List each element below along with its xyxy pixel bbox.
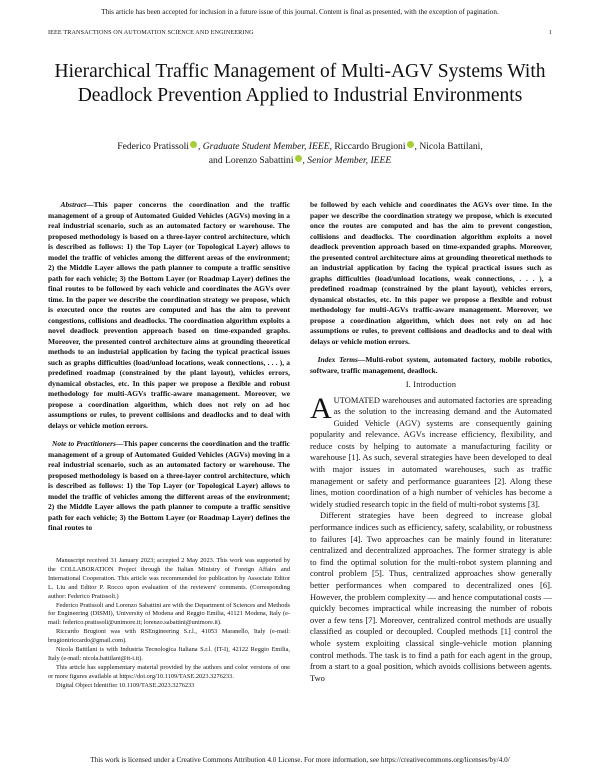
footnote-manuscript: Manuscript received 31 January 2023; accepted 2 May 2023. This work was supported by the COLLABORATION Project through the Italian Ministry of Foreign Affairs and International Cooperation. This article was recommended for publication by Associate Editor L. Liu and Editor P. Rocco upon evaluation of the reviewers' comments. (Corresponding author: Federico Pratissoli.) <box>48 557 290 600</box>
section-heading: I. Introduction <box>405 380 457 389</box>
footnotes <box>48 557 290 691</box>
author-1: Federico Pratissoli <box>117 141 189 152</box>
abstract-label: Abstract <box>60 200 87 209</box>
orcid-icon[interactable] <box>190 141 197 148</box>
note-to-practitioners <box>48 439 290 534</box>
orcid-icon[interactable] <box>295 155 302 162</box>
introduction-body <box>310 391 552 685</box>
footnote-affiliation-2: Riccardo Brugioni was with RSEngineering S.r.l., 41053 Maranello, Italy (e-mail: brugioniriccardo@gmail.com). <box>48 628 290 645</box>
index-terms-label: Index Terms <box>317 355 358 364</box>
intro-paragraph-1-text: UTOMATED warehouses and automated factories are spreading as the solution to the increasing demand and the Automated Guided Vehicle (AGV) systems are consequently gaining popularity and relevance. AGVs increase efficiency, flexibility, and reduce costs by helping to automate a manufacturing facility or warehouse [1]. As such, several strategies have been developed to deal with major issues in automated warehouses, such as traffic management or safety and performance guarantees [2]. Along these lines, motion coordination of a high number of vehicles has become a widely studied research topic in the field of multi-robot systems [3]. <box>310 394 552 509</box>
paper-title: Hierarchical Traffic Management of Multi-AGV Systems With Deadlock Prevention Applied to Industrial Environments <box>54 61 546 106</box>
abstract <box>48 200 290 431</box>
page-number: 1 <box>548 29 552 36</box>
intro-paragraph-2: Different strategies have been degreed to increase global performance indices such as efficiency, safety, scalability, or robustness to failures [4]. Two approaches can be mainly found in literature: centralized and decentralized approaches. The former strategy is able to find the optimal solution for the multi-robot system planning and control problem [5]. Thus, centralized approaches show generally better performances when compared to decentralized ones [6]. However, the problem complexity — and hence computational costs — quickly becomes impractical while increasing the number of robots over a few tens [7]. Moreover, centralized control methods are usually classified as coupled or decoupled. Coupled methods [1] control the whole system exploiting classical single-vehicle motion planning control methods. The task is to find a path for each agent in the group, from a start to a goal position, which avoids collisions between agents. Two <box>310 510 552 683</box>
left-column <box>48 200 290 534</box>
footnote-affiliation-1: Federico Pratissoli and Lorenzo Sabattini are with the Department of Sciences and Methods for Engineering (DISMI), University of Modena and Reggio Emilia, 41121 Modena, Italy (e-mail: federico.pratissoli@unimore.it; lorenzo.sabattini@unimore.it). <box>48 601 290 627</box>
practitioners-label: Note to Practitioners <box>51 439 116 448</box>
right-column <box>310 200 552 684</box>
footnote-doi: Digital Object Identifier 10.1109/TASE.2023.3276233 <box>56 681 195 689</box>
acceptance-note: This article has been accepted for inclusion in a future issue of this journal. Content is final as presented, with the exception of pagination. <box>101 8 499 16</box>
practitioners-text: —This paper concerns the coordination and the traffic management of a group of Automated Guided Vehicles (AGVs) moving in a real industrial scenario, such as an automated factory or warehouse. The proposed methodology is based on a three-layer control architecture, which is described as follows: 1) the Top Layer (or Topological Layer) allows to model the traffic of vehicles among the different areas of the environment; 2) the Middle Layer allows the path planner to compute a traffic sensitive path for each vehicle; 3) the Bottom Layer (or Roadmap Layer) defines the final routes to <box>48 439 290 532</box>
index-terms <box>310 355 552 376</box>
drop-cap: A <box>310 391 332 425</box>
author-2: , Riccardo Brugioni <box>329 141 406 152</box>
author-1-role: , Graduate Student Member, IEEE <box>197 141 330 152</box>
index-terms-text: —Multi-robot system, automated factory, mobile robotics, software, traffic management, deadlock. <box>310 355 552 375</box>
practitioners-continued: be followed by each vehicle and coordinates the AGVs over time. In the paper we describe the coordination strategy we propose, which is executed once the routes are computed and has the aim to prevent congestion, collisions and deadlocks. The coordination algorithm exploits a novel deadlock prevention approach based on time-expanded graphs. Moreover, the presented control architecture aims at grounding theoretical methods to an industrial application by facing the typical practical issues such as graphs difficulties (load/unload locations, weak connections, . . . ), a predefined roadmap (constrained by the plant layout), vehicles errors, dynamical obstacles, etc. In this paper we propose a flexible and robust methodology for multi-AGVs traffic-aware management. Moreover, we propose a coordination algorithm, which does not rely on ad hoc assumptions or rules, to prevent collisions and deadlocks and to deal with delays or vehicle motion errors. <box>310 200 552 346</box>
author-4-role: , Senior Member, IEEE <box>302 154 392 166</box>
journal-name: IEEE TRANSACTIONS ON AUTOMATION SCIENCE AND ENGINEERING <box>48 29 254 36</box>
running-head <box>48 29 552 36</box>
footnote-affiliation-3: Nicola Battilani is with Industria Tecnologica Italiana S.r.l. (IT-I), 42122 Reggio Emilia, Italy (e-mail: nicola.battilani@it-i.it). <box>48 646 290 662</box>
author-3: , Nicola Battilani, <box>414 141 483 152</box>
author-list <box>40 140 560 167</box>
author-4: and Lorenzo Sabattini <box>208 154 294 166</box>
orcid-icon[interactable] <box>407 141 414 148</box>
license-note: This work is licensed under a Creative Commons Attribution 4.0 License. For more information, see https://creativecommons.org/licenses/by/4.0/ <box>90 756 510 764</box>
footnote-supplementary: This article has supplementary material provided by the authors and color versions of one or more figures available at https://doi.org/10.1109/TASE.2023.3276233. <box>48 663 290 680</box>
abstract-text: —This paper concerns the coordination and the traffic management of a group of Automated Guided Vehicles (AGVs) moving in a real industrial scenario, such as an automated factory or warehouse. The proposed methodology is based on a three-layer control architecture, which is described as follows: 1) the Top Layer (or Topological Layer) allows to model the traffic of vehicles among the different areas of the environment; 2) the Middle Layer allows the path planner to compute a traffic sensitive path for each vehicle; 3) the Bottom Layer (or Roadmap Layer) defines the final routes to be followed by each vehicle and coordinates the AGVs over time. In the paper we describe the coordination strategy we propose, which is executed once the routes are computed and has the aim to prevent congestions, collisions and deadlocks. The coordination algorithm exploits a novel deadlock prevention approach based on time-expanded graphs. Moreover, the presented control architecture aims at grounding theoretical methods to an industrial application by facing the typical practical issues such as graphs difficulties (load/unload locations, weak connections, . . . ), a predefined roadmap (constrained by the plant layout), vehicles errors, dynamical obstacles, etc. In this paper we propose a flexible and robust methodology for multi-AGVs traffic-aware management. Moreover, we propose a coordination algorithm, which does not rely on ad hoc assumptions or rules, to prevent collisions and deadlocks and to deal with delays or vehicle motion errors. <box>48 200 291 430</box>
intro-paragraph-1 <box>310 391 552 511</box>
